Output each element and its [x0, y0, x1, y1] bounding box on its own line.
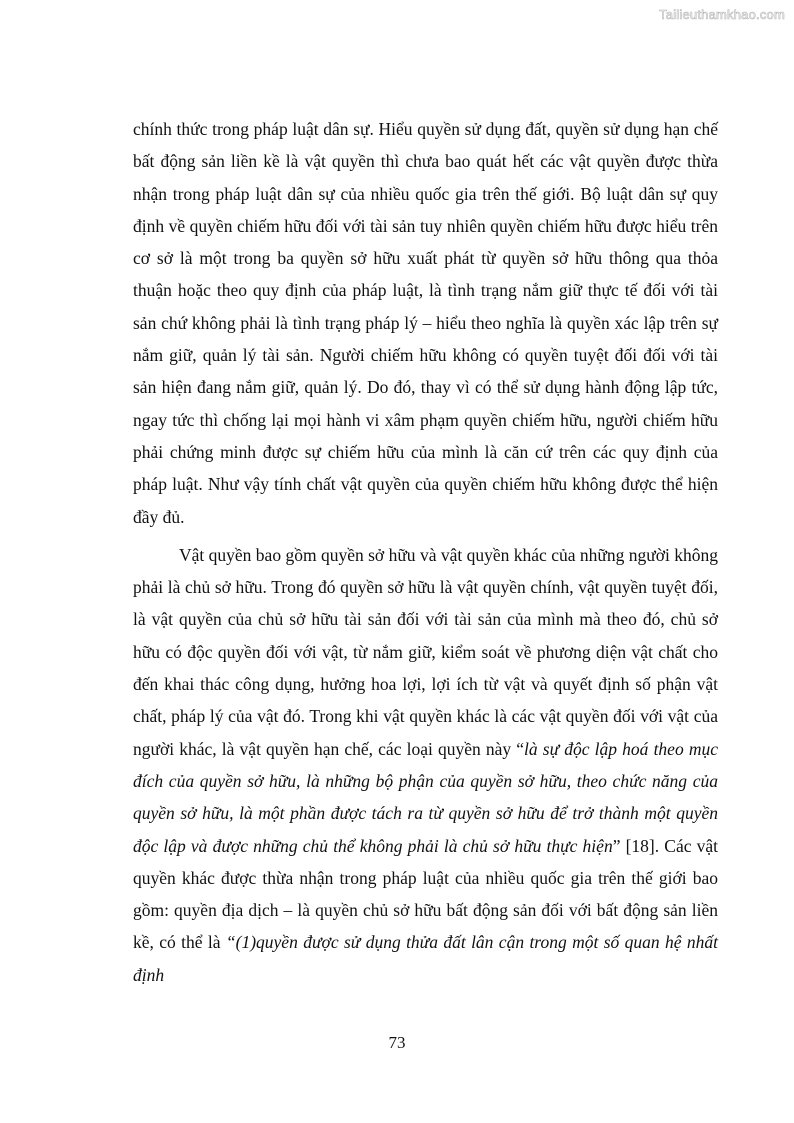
paragraph	[133, 539, 718, 991]
paragraph-text: Vật quyền bao gồm quyền sở hữu và vật quyền khác của những người không phải là chủ sở hữu. Trong đó quyền sở hữu là vật quyền chính, vật quyền tuyệt đối, là vật quyền của chủ sở hữu tài sản đối với tài sản của mình mà theo đó, chủ sở hữu có độc quyền đối với vật, từ nắm giữ, kiểm soát về phương diện vật chất cho đến khai thác công dụng, hưởng hoa lợi, lợi ích từ vật và quyết định số phận vật chất, pháp lý của vật đó. Trong khi vật quyền khác là các vật quyền đối với vật của người khác, là vật quyền hạn chế, các loại quyền này “	[133, 544, 718, 759]
citation-text: ” [18]. Các vật quyền khác được thừa nhận trong pháp luật của nhiều quốc gia trên thế giới bao gồm: quyền địa dịch – là quyền chủ sở hữu bất động sản đối với bất động sản liền kề, có thể là	[133, 835, 719, 953]
watermark-text: Tailieuthamkhao.com	[659, 7, 785, 22]
italic-quote: “(1)quyền được sử dụng thửa đất lân cận trong một số quan hệ nhất định	[133, 932, 718, 985]
italic-quote: là sự độc lập hoá theo mục đích của quyền sở hữu, là những bộ phận của quyền sở hữu, theo chức năng của quyền sở hữu, là một phần được tách ra từ quyền sở hữu để trở thành một quyền độc lập và được những chủ thể không phải là chủ sở hữu thực hiện	[133, 738, 718, 856]
document-body	[133, 113, 718, 991]
paragraph: chính thức trong pháp luật dân sự. Hiểu quyền sử dụng đất, quyền sử dụng hạn chế bất động sản liền kề là vật quyền thì chưa bao quát hết các vật quyền được thừa nhận trong pháp luật dân sự của nhiều quốc gia trên thế giới. Bộ luật dân sự quy định về quyền chiếm hữu đối với tài sản tuy nhiên quyền chiếm hữu được hiểu trên cơ sở là một trong ba quyền sở hữu xuất phát từ quyền sở hữu thông qua thỏa thuận hoặc theo quy định của pháp luật, là tình trạng nắm giữ thực tế đối với tài sản chứ không phải là tình trạng pháp lý – hiểu theo nghĩa là quyền xác lập trên sự nắm giữ, quản lý tài sản. Người chiếm hữu không có quyền tuyệt đối đối với tài sản hiện đang nắm giữ, quản lý. Do đó, thay vì có thể sử dụng hành động lập tức, ngay tức thì chống lại mọi hành vi xâm phạm quyền chiếm hữu, người chiếm hữu phải chứng minh được sự chiếm hữu của mình là căn cứ trên các quy định của pháp luật. Như vậy tính chất vật quyền của quyền chiếm hữu không được thể hiện đầy đủ.	[133, 119, 718, 527]
page-number: 73	[388, 1033, 406, 1052]
